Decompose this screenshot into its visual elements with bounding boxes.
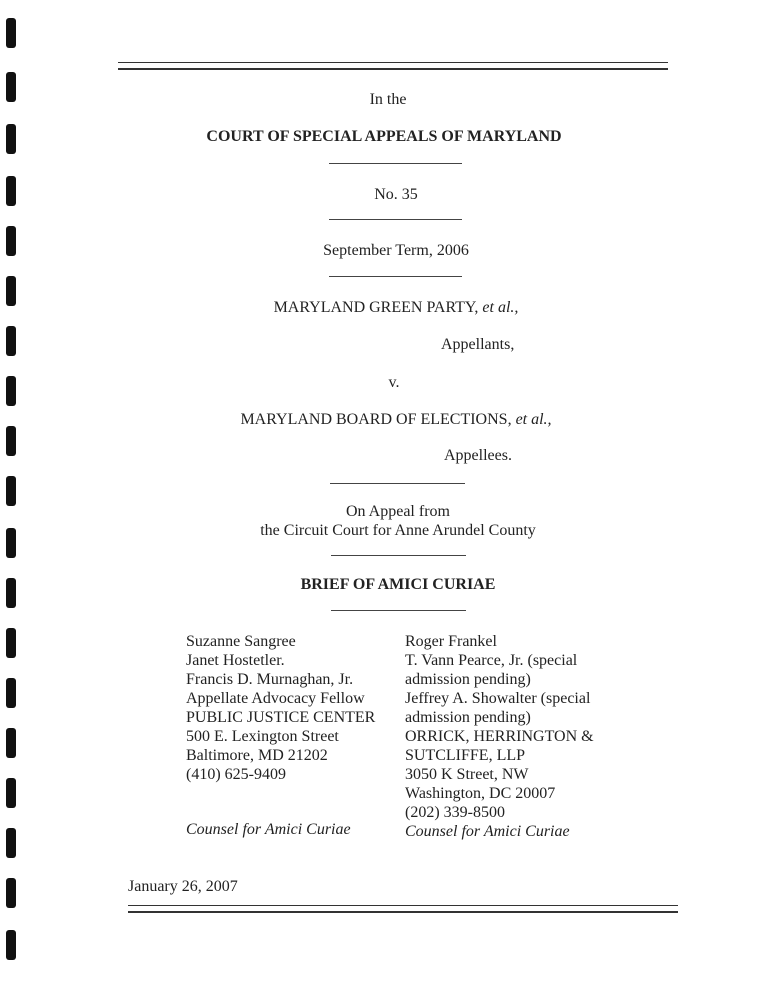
divider-line bbox=[331, 610, 466, 611]
brief-title: BRIEF OF AMICI CURIAE bbox=[300, 576, 496, 593]
top-double-rule bbox=[118, 62, 668, 70]
binding-hole bbox=[6, 728, 16, 758]
counsel-right-line: SUTCLIFFE, LLP bbox=[405, 747, 526, 764]
binding-hole bbox=[6, 878, 16, 908]
divider-line bbox=[331, 555, 466, 556]
counsel-right-block bbox=[405, 632, 594, 841]
divider-line bbox=[329, 276, 462, 277]
counsel-left-line: PUBLIC JUSTICE CENTER bbox=[186, 709, 376, 726]
appellee-et-al: et al., bbox=[515, 411, 552, 428]
divider-line bbox=[329, 163, 462, 164]
binding-hole bbox=[6, 628, 16, 658]
counsel-right-line: Jeffrey A. Showalter (special bbox=[405, 690, 591, 707]
in-the-text: In the bbox=[369, 91, 407, 108]
counsel-right-line: admission pending) bbox=[405, 709, 531, 726]
bottom-double-rule bbox=[128, 905, 678, 913]
appellant-role: Appellants, bbox=[441, 336, 515, 353]
appellant-caption bbox=[12, 298, 768, 318]
appeal-line-1: On Appeal from bbox=[346, 503, 450, 520]
term-text: September Term, 2006 bbox=[323, 242, 469, 259]
counsel-left-line: (410) 625-9409 bbox=[186, 766, 286, 783]
counsel-left-role: Counsel for Amici Curiae bbox=[186, 821, 351, 838]
binding-hole bbox=[6, 828, 16, 858]
appellee-name: MARYLAND BOARD OF ELECTIONS, bbox=[240, 411, 512, 428]
counsel-left-line: Francis D. Murnaghan, Jr. bbox=[186, 671, 354, 688]
appellee-caption bbox=[12, 410, 768, 430]
counsel-right-line: (202) 339-8500 bbox=[405, 804, 505, 821]
counsel-right-line: ORRICK, HERRINGTON & bbox=[405, 728, 594, 745]
counsel-right-line: T. Vann Pearce, Jr. (special bbox=[405, 652, 578, 669]
counsel-left-line: Appellate Advocacy Fellow bbox=[186, 690, 365, 707]
versus-text: v. bbox=[388, 374, 400, 391]
binding-hole bbox=[6, 930, 16, 960]
counsel-right-line: Roger Frankel bbox=[405, 633, 497, 650]
counsel-right-role: Counsel for Amici Curiae bbox=[405, 823, 570, 840]
counsel-left-line: Suzanne Sangree bbox=[186, 633, 296, 650]
binding-hole bbox=[6, 678, 16, 708]
binding-hole bbox=[6, 426, 16, 456]
counsel-left-line: 500 E. Lexington Street bbox=[186, 728, 339, 745]
appellant-et-al: et al., bbox=[482, 299, 519, 316]
appeal-line-2: the Circuit Court for Anne Arundel County bbox=[260, 522, 536, 539]
counsel-right-line: admission pending) bbox=[405, 671, 531, 688]
counsel-right-line: Washington, DC 20007 bbox=[405, 785, 556, 802]
binding-hole bbox=[6, 326, 16, 356]
binding-hole bbox=[6, 18, 16, 48]
appellee-role: Appellees. bbox=[444, 447, 512, 464]
appellant-name: MARYLAND GREEN PARTY, bbox=[273, 299, 479, 316]
divider-line bbox=[330, 483, 465, 484]
counsel-right-line: 3050 K Street, NW bbox=[405, 766, 529, 783]
counsel-left-line: Janet Hostetler. bbox=[186, 652, 285, 669]
case-number: No. 35 bbox=[374, 186, 418, 203]
binding-hole bbox=[6, 778, 16, 808]
counsel-left-block bbox=[186, 632, 375, 784]
filing-date: January 26, 2007 bbox=[128, 878, 238, 895]
court-name: COURT OF SPECIAL APPEALS OF MARYLAND bbox=[206, 128, 562, 145]
divider-line bbox=[329, 219, 462, 220]
counsel-left-line: Baltimore, MD 21202 bbox=[186, 747, 328, 764]
